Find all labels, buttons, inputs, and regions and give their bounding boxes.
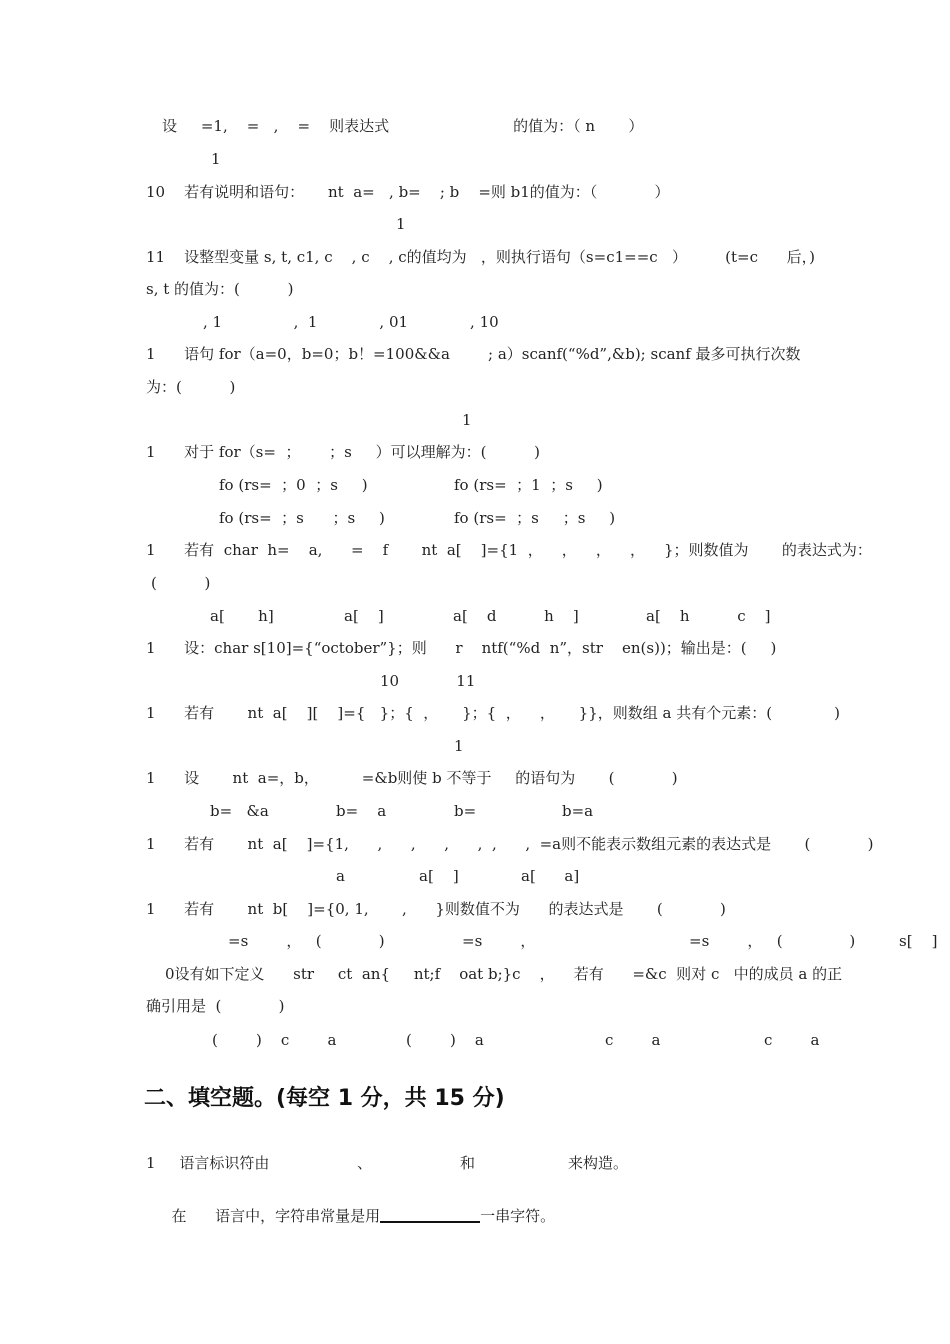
question-15-options: 10 11: [380, 672, 476, 690]
question-19-option-d: s[ ]: [899, 932, 938, 950]
question-18-option-a: a: [336, 867, 345, 885]
fill-2-blank: [380, 1207, 480, 1223]
fill-2-tail: 一串字符。: [480, 1207, 556, 1225]
question-17-stem: 1 设 nt a=，b， =&b则使 b 不等于 的语句为 ( ): [146, 769, 678, 787]
fill-1-tail: 来构造。: [568, 1154, 629, 1172]
question-15-stem: 1 设：char s[10]={“october”}；则 r ntf(“%d n”，str en(s))；输出是：( ): [146, 639, 777, 657]
question-9-option: 1: [211, 150, 221, 168]
fill-1-lead: 1 语言标识符由: [146, 1154, 270, 1172]
question-14-option-d: a[ h c ]: [646, 607, 771, 625]
question-10-stem: 10 若有说明和语句： nt a= , b= ; b =则 b1的值为：（ ）: [146, 183, 670, 201]
question-10-option: 1: [396, 215, 406, 233]
question-20-option-a: ( ) c a: [212, 1031, 337, 1049]
question-17-option-d: b=a: [562, 802, 594, 820]
question-20-option-d: c a: [764, 1031, 820, 1049]
question-20-option-b: ( ) a: [406, 1031, 484, 1049]
question-16-option: 1: [454, 737, 464, 755]
question-9-stem: 设 =1, = , = 则表达式 的值为：（ n ）: [162, 117, 644, 135]
question-19-option-a: =s ， ( ): [228, 932, 385, 950]
question-14-option-b: a[ ]: [344, 607, 384, 625]
fill-2-lead: [162, 1186, 555, 1226]
question-12-option: 1: [462, 411, 472, 429]
question-13-stem: 1 对于 for（s= ； ；s ）可以理解为：( ): [146, 443, 541, 461]
question-18-option-c: a[ a]: [521, 867, 580, 885]
question-20-stem: 0设有如下定义 str ct an{ nt;f oat b;}c ， 若有 =&c 则对 c 中的成员 a 的正: [165, 965, 843, 983]
question-17-option-c: b=: [454, 802, 477, 820]
question-19-option-c: =s ， ( ): [689, 932, 856, 950]
question-19-stem: 1 若有 nt b[ ]={0, 1, , }则数值不为 的表达式是 ( ): [146, 900, 726, 918]
fill-1-sep-1: 、: [357, 1154, 373, 1172]
question-16-stem: 1 若有 nt a[ ][ ]={ }；{ ， }；{ ， ， }}，则数组 a 共有个元素：( ): [146, 704, 840, 722]
section-title: 二、填空题。(每空 1 分，共 15 分): [144, 1086, 505, 1111]
question-14-stem: 1 若有 char h= a, = f nt a[ ]={1 ， ， ， ， }；则数值为 的表达式为：: [146, 541, 872, 559]
question-20-option-c: c a: [605, 1031, 661, 1049]
question-12-stem-cont: 为：( ): [146, 378, 236, 396]
question-17-option-b: b= a: [336, 802, 387, 820]
question-12-stem: 1 语句 for（a=0，b=0；b！=100&&a ; a）scanf(“%d”,&b); scanf 最多可执行次数: [146, 345, 801, 363]
question-14-option-a: a[ h]: [210, 607, 274, 625]
question-11-stem-cont: s, t 的值为：( ): [146, 280, 294, 298]
question-18-option-b: a[ ]: [419, 867, 459, 885]
question-13-option-a: fo (rs= ；0 ；s ): [219, 476, 368, 494]
question-17-option-a: b= &a: [210, 802, 269, 820]
question-11-options: , 1 , 1 , 01 , 10: [203, 313, 499, 331]
question-11-stem: 11 设整型变量 s, t, c1, c , c , c的值均为 ，则执行语句（s=c1==c ） (t=c 后，): [146, 248, 815, 266]
question-13-option-c: fo (rs= ；s ；s ): [219, 509, 385, 527]
question-18-stem: 1 若有 nt a[ ]={1, , , , , , , =a则不能表示数组元素的表达式是 ( ): [146, 835, 874, 853]
question-13-option-d: fo (rs= ；s ；s ): [454, 509, 616, 527]
fill-2-lead-text: 在 语言中，字符串常量是用: [171, 1207, 381, 1225]
question-14-option-c: a[ d h ]: [453, 607, 579, 625]
question-20-stem-cont: 确引用是 ( ): [146, 997, 285, 1015]
question-13-option-b: fo (rs= ；1 ；s ): [454, 476, 603, 494]
question-19-option-b: =s ，: [462, 932, 536, 950]
fill-1-sep-2: 和: [460, 1154, 476, 1172]
question-14-stem-cont: ( ): [151, 574, 211, 592]
